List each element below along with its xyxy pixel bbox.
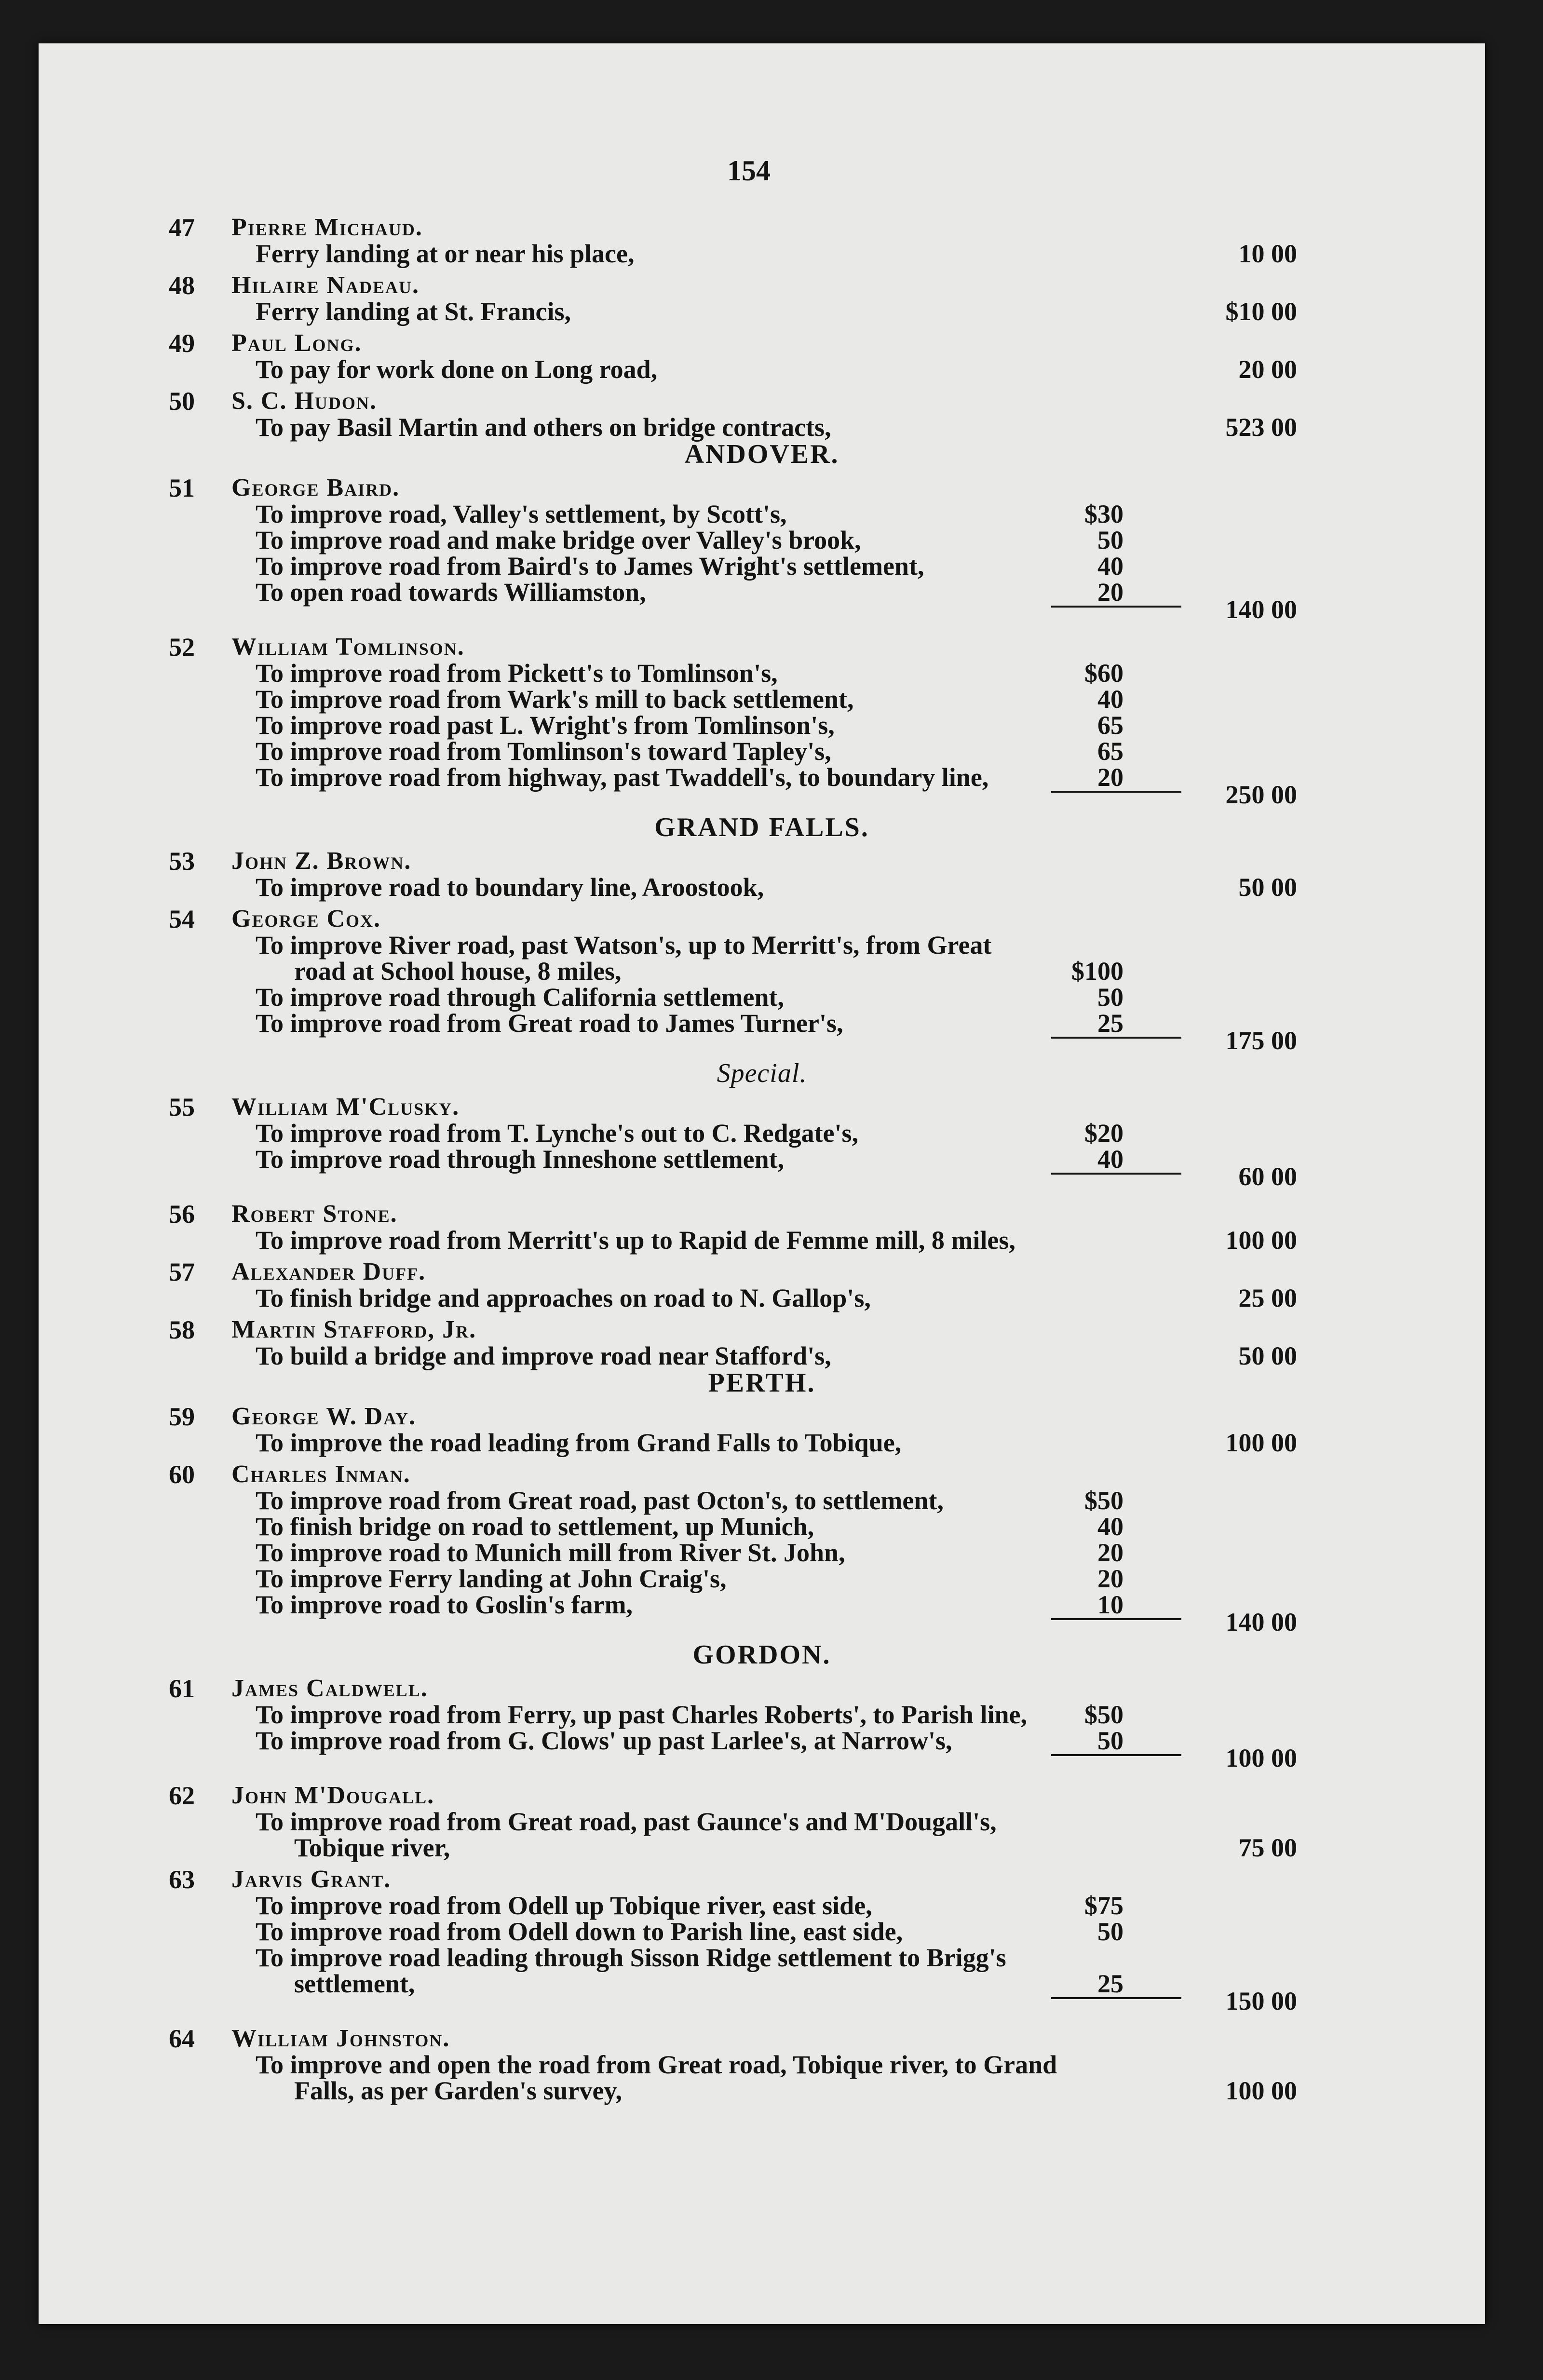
item-amount: 20 (1097, 1564, 1123, 1593)
entry-header-row (39, 1674, 1485, 1703)
entry-total: 75 00 (1238, 1833, 1297, 1862)
item-description: To improve road from G. Clows' up past Larlee's, at Narrow's, (256, 1726, 952, 1755)
item-description: Ferry landing at or near his place, (256, 239, 635, 268)
item-amount: 40 (1097, 1145, 1123, 1174)
entry-number: 54 (169, 905, 195, 933)
entry-name: Martin Stafford, Jr. (231, 1316, 477, 1343)
section-heading: ANDOVER. (684, 439, 839, 469)
entry-number: 61 (169, 1674, 195, 1703)
entry-name: George Cox. (231, 905, 381, 933)
entry-number: 53 (169, 847, 195, 876)
entry-name: Charles Inman. (231, 1460, 411, 1488)
item-description: To build a bridge and improve road near Stafford's, (256, 1341, 831, 1370)
item-amount: 65 (1097, 737, 1123, 766)
entry-total: 100 00 (1225, 1226, 1297, 1255)
item-description: To improve the road leading from Grand Falls to Tobique, (256, 1428, 902, 1457)
item-description: To improve road, Valley's settlement, by Scott's, (256, 500, 787, 528)
entry-header-row (39, 847, 1485, 876)
subtotal-row (39, 1744, 1485, 1772)
item-description: To improve road from Great road, past Octon's, to settlement, (256, 1486, 944, 1515)
item-continuation-row (39, 1833, 1485, 1862)
entry-total: 140 00 (1225, 595, 1297, 624)
appropriation-list (39, 43, 1485, 2324)
entry-number: 58 (169, 1315, 195, 1344)
entry-header-row (39, 1460, 1485, 1489)
entry-number: 52 (169, 633, 195, 662)
item-description: To improve River road, past Watson's, up to Merritt's, from Great (256, 931, 992, 960)
item-description: To pay Basil Martin and others on bridge contracts, (256, 413, 831, 442)
item-row (39, 1700, 1485, 1729)
entry-total: 50 00 (1238, 873, 1297, 902)
item-row (39, 983, 1485, 1012)
item-continuation-row (39, 957, 1485, 986)
item-description: To improve road from highway, past Twaddell's, to boundary line, (256, 763, 989, 792)
entry-header-row (39, 2024, 1485, 2053)
entry-name: James Caldwell. (231, 1675, 428, 1702)
item-description: To improve road to Goslin's farm, (256, 1590, 633, 1619)
item-description: To improve road from Tomlinson's toward Tapley's, (256, 737, 831, 766)
entry-total: 175 00 (1225, 1026, 1297, 1055)
item-row (39, 552, 1485, 581)
item-description: To improve road from Merritt's up to Rapid de Femme mill, 8 miles, (256, 1226, 1015, 1255)
item-description: To improve road through Inneshone settlement, (256, 1145, 785, 1174)
entry-name: Robert Stone. (231, 1200, 398, 1228)
entry-number: 57 (169, 1258, 195, 1286)
entry-total: 10 00 (1238, 239, 1297, 268)
item-amount: 40 (1097, 552, 1123, 581)
entry-header-row (39, 1200, 1485, 1229)
item-description: To improve road from Wark's mill to back settlement, (256, 685, 854, 714)
entry-total: 60 00 (1238, 1162, 1297, 1191)
entry-header-row (39, 905, 1485, 933)
item-row (39, 873, 1485, 902)
subtotal-row (39, 1162, 1485, 1191)
entry-header-row (39, 1315, 1485, 1344)
entry-number: 55 (169, 1093, 195, 1122)
entry-total: 100 00 (1225, 2076, 1297, 2105)
item-amount: 65 (1097, 711, 1123, 740)
item-row (39, 1119, 1485, 1148)
item-row (39, 711, 1485, 740)
section-heading: GORDON. (692, 1640, 831, 1670)
entry-header-row (39, 473, 1485, 502)
item-amount: 50 (1097, 1726, 1123, 1755)
item-amount: 40 (1097, 1512, 1123, 1541)
item-description: To improve road and make bridge over Valley's brook, (256, 526, 861, 554)
item-description: To improve road from Odell down to Parish line, east side, (256, 1917, 903, 1946)
item-row (39, 1341, 1485, 1370)
section-heading: PERTH. (708, 1368, 816, 1398)
item-continuation: road at School house, 8 miles, (294, 957, 622, 986)
entry-total: 140 00 (1225, 1608, 1297, 1636)
item-row (39, 1807, 1485, 1836)
entry-number: 64 (169, 2024, 195, 2053)
item-row (39, 659, 1485, 688)
entry-name: George W. Day. (231, 1403, 417, 1430)
item-amount: $100 (1071, 957, 1123, 986)
item-row (39, 526, 1485, 554)
entry-number: 56 (169, 1200, 195, 1229)
item-amount: 20 (1097, 578, 1123, 607)
item-description: To improve road from Ferry, up past Charles Roberts', to Parish line, (256, 1700, 1027, 1729)
item-row (39, 1486, 1485, 1515)
entry-total: 523 00 (1225, 413, 1297, 442)
entry-number: 49 (169, 329, 195, 358)
item-row (39, 1284, 1485, 1312)
item-description: To improve road from Baird's to James Wright's settlement, (256, 552, 924, 581)
entry-number: 62 (169, 1781, 195, 1810)
item-amount: $50 (1084, 1700, 1123, 1729)
entry-header-row (39, 387, 1485, 416)
entry-name: John Z. Brown. (231, 847, 412, 875)
entry-number: 50 (169, 387, 195, 416)
item-amount: 25 (1097, 1969, 1123, 1998)
item-continuation: Falls, as per Garden's survey, (294, 2076, 623, 2105)
item-row (39, 931, 1485, 960)
item-row (39, 239, 1485, 268)
entry-name: Paul Long. (231, 329, 362, 357)
item-row (39, 1428, 1485, 1457)
item-row (39, 1891, 1485, 1920)
entry-header-row (39, 1093, 1485, 1122)
item-amount: 40 (1097, 685, 1123, 714)
entry-name: Jarvis Grant. (231, 1866, 392, 1893)
subtotal-row (39, 595, 1485, 624)
entry-number: 48 (169, 271, 195, 300)
item-row (39, 500, 1485, 528)
item-description: To improve road from Odell up Tobique river, east side, (256, 1891, 872, 1920)
entry-name: S. C. Hudon. (231, 387, 377, 415)
item-description: To pay for work done on Long road, (256, 355, 658, 384)
item-amount: 25 (1097, 1009, 1123, 1038)
item-description: To open road towards Williamston, (256, 578, 646, 607)
section-heading: GRAND FALLS. (654, 812, 869, 842)
item-description: To improve road from Great road, past Gaunce's and M'Dougall's, (256, 1807, 997, 1836)
item-description: To improve Ferry landing at John Craig's, (256, 1564, 727, 1593)
entry-name: William Tomlinson. (231, 633, 465, 661)
entry-name: William Johnston. (231, 2025, 450, 2052)
entry-total: 100 00 (1225, 1428, 1297, 1457)
entry-header-row (39, 213, 1485, 242)
item-description: To finish bridge on road to settlement, up Munich, (256, 1512, 814, 1541)
entry-total: 25 00 (1238, 1284, 1297, 1312)
entry-header-row (39, 271, 1485, 300)
item-amount: 50 (1097, 526, 1123, 554)
entry-header-row (39, 633, 1485, 662)
item-amount: 50 (1097, 1917, 1123, 1946)
item-continuation: Tobique river, (294, 1833, 450, 1862)
document-page (39, 43, 1485, 2324)
entry-total: 20 00 (1238, 355, 1297, 384)
entry-number: 51 (169, 473, 195, 502)
entry-name: Hilaire Nadeau. (231, 271, 420, 299)
entry-number: 47 (169, 213, 195, 242)
item-amount: $75 (1084, 1891, 1123, 1920)
entry-total: 50 00 (1238, 1341, 1297, 1370)
item-description: To improve road to boundary line, Aroostook, (256, 873, 764, 902)
item-row (39, 297, 1485, 326)
entry-header-row (39, 1865, 1485, 1894)
entry-header-row (39, 1402, 1485, 1431)
entry-header-row (39, 1258, 1485, 1286)
entry-number: 63 (169, 1865, 195, 1894)
item-description: To improve road from Great road to James Turner's, (256, 1009, 843, 1038)
item-description: To improve and open the road from Great road, Tobique river, to Grand (256, 2050, 1057, 2079)
item-row (39, 1564, 1485, 1593)
entry-total: 100 00 (1225, 1744, 1297, 1772)
item-description: To improve road to Munich mill from River St. John, (256, 1538, 845, 1567)
item-amount: $50 (1084, 1486, 1123, 1515)
entry-name: William M'Clusky. (231, 1093, 460, 1121)
entry-name: Alexander Duff. (231, 1258, 426, 1285)
item-description: To finish bridge and approaches on road to N. Gallop's, (256, 1284, 871, 1312)
item-row (39, 685, 1485, 714)
entry-total: $10 00 (1225, 297, 1297, 326)
section-heading: Special. (717, 1058, 807, 1088)
entry-header-row (39, 1781, 1485, 1810)
item-row (39, 1538, 1485, 1567)
page-number: 154 (727, 155, 771, 187)
item-amount: 50 (1097, 983, 1123, 1012)
item-description: To improve road past L. Wright's from Tomlinson's, (256, 711, 835, 740)
item-amount: $30 (1084, 500, 1123, 528)
entry-number: 59 (169, 1402, 195, 1431)
item-row (39, 1943, 1485, 1972)
item-row (39, 737, 1485, 766)
entry-total: 250 00 (1225, 780, 1297, 809)
item-row (39, 413, 1485, 442)
item-continuation-row (39, 2076, 1485, 2105)
entry-name: John M'Dougall. (231, 1782, 435, 1809)
item-row (39, 2050, 1485, 2079)
subtotal-row (39, 1987, 1485, 2015)
item-row (39, 355, 1485, 384)
item-description: To improve road from Pickett's to Tomlinson's, (256, 659, 778, 688)
item-amount: 10 (1097, 1590, 1123, 1619)
item-amount: 20 (1097, 763, 1123, 792)
item-amount: $60 (1084, 659, 1123, 688)
item-row (39, 1226, 1485, 1255)
entry-header-row (39, 329, 1485, 358)
entry-name: Pierre Michaud. (231, 214, 423, 241)
subtotal-row (39, 1026, 1485, 1055)
subtotal-row (39, 780, 1485, 809)
item-row (39, 1512, 1485, 1541)
entry-number: 60 (169, 1460, 195, 1489)
item-amount: $20 (1084, 1119, 1123, 1148)
entry-total: 150 00 (1225, 1987, 1297, 2015)
subtotal-row (39, 1608, 1485, 1636)
item-description: To improve road through California settlement, (256, 983, 785, 1012)
item-amount: 20 (1097, 1538, 1123, 1567)
item-continuation: settlement, (294, 1969, 415, 1998)
item-row (39, 1917, 1485, 1946)
entry-name: George Baird. (231, 474, 400, 501)
item-description: To improve road leading through Sisson Ridge settlement to Brigg's (256, 1943, 1006, 1972)
item-description: Ferry landing at St. Francis, (256, 297, 571, 326)
item-description: To improve road from T. Lynche's out to C. Redgate's, (256, 1119, 859, 1148)
